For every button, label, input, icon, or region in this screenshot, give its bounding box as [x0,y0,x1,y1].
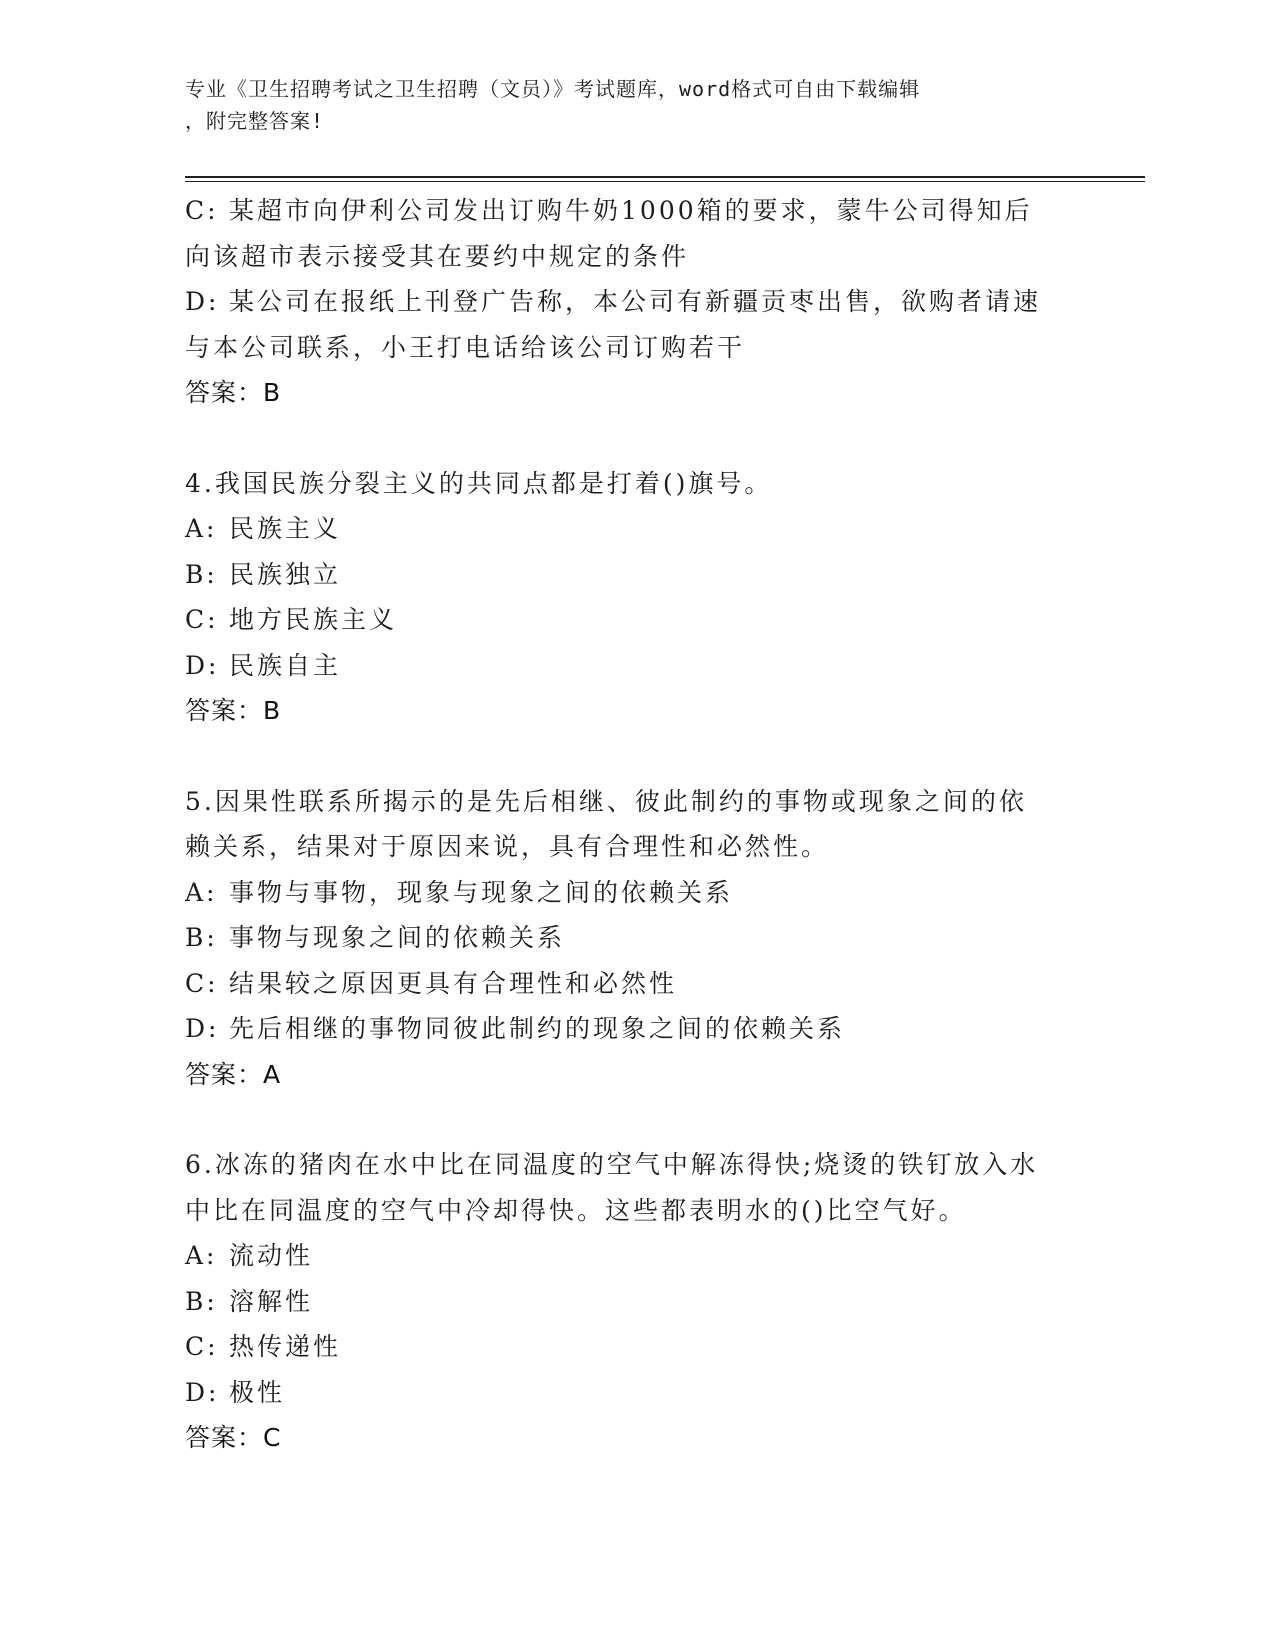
option-c [185,597,1085,643]
option-text: 民族自主 [229,650,342,680]
document-header [185,73,1065,137]
option-text: 流动性 [229,1241,314,1270]
option-c [185,188,1085,234]
option-text: 极性 [229,1377,286,1407]
option-text: 民族主义 [229,514,342,543]
option-a [185,1233,1085,1279]
option-b [185,552,1085,598]
option-d [185,1370,1085,1416]
option-text: 事物与事物，现象与现象之间的依赖关系 [229,877,734,907]
option-a [185,506,1085,552]
question-stem: 5.因果性联系所揭示的是先后相继、彼此制约的事物或现象之间的依 [185,786,1027,816]
option-text: 事物与现象之间的依赖关系 [229,923,566,952]
question-content [185,188,1085,1461]
question-3-tail [185,188,1085,416]
option-label: B: [185,923,218,952]
option-label: B: [185,1286,218,1316]
option-label: A: [185,514,218,543]
option-label: C: [185,968,219,998]
option-label: A: [185,1241,218,1270]
option-c [185,961,1085,1007]
question-5 [185,779,1085,1098]
option-a [185,870,1085,916]
option-c [185,1324,1085,1370]
option-text: 溶解性 [229,1286,314,1316]
option-c-continued: 向该超市表示接受其在要约中规定的条件 [185,241,690,271]
option-label: D: [185,1377,220,1407]
question-6 [185,1142,1085,1461]
header-rule-thick [185,176,1145,178]
option-label: B: [185,559,218,589]
option-d [185,1006,1085,1052]
option-d [185,643,1085,689]
question-stem: 6.冰冻的猪肉在水中比在同温度的空气中解冻得快;烧烫的铁钉放入水 [185,1150,1039,1179]
option-b [185,1279,1085,1325]
option-text: 结果较之原因更具有合理性和必然性 [229,968,678,998]
answer-line: 答案：B [185,378,282,407]
option-d [185,279,1085,325]
option-label: A: [185,877,218,907]
option-text: 某公司在报纸上刊登广告称，本公司有新疆贡枣出售，欲购者请速 [229,287,1042,316]
option-label: C: [185,1332,219,1361]
question-stem: 4.我国民族分裂主义的共同点都是打着()旗号。 [185,468,773,498]
option-label: D: [185,1014,220,1043]
option-b [185,915,1085,961]
option-text: 民族独立 [229,559,342,589]
option-label: D: [185,287,220,316]
question-4 [185,461,1085,734]
header-line-2: ，附完整答案! [185,109,325,133]
option-text: 先后相继的事物同彼此制约的现象之间的依赖关系 [229,1014,846,1043]
answer-line: 答案：A [185,1059,282,1089]
answer-line: 答案：B [185,696,282,725]
option-text: 地方民族主义 [229,605,398,634]
answer-line: 答案：C [185,1423,282,1452]
question-stem-continued: 中比在同温度的空气中冷却得快。这些都表明水的()比空气好。 [185,1195,967,1225]
option-d-continued: 与本公司联系，小王打电话给该公司订购若干 [185,332,746,362]
option-label: C: [185,605,219,634]
header-line-1: 专业《卫生招聘考试之卫生招聘（文员）》考试题库，word格式可自由下载编辑 [185,77,921,101]
option-label: C: [185,196,219,225]
header-rule-thin [185,181,1145,182]
option-text: 热传递性 [229,1332,342,1361]
option-label: D: [185,650,220,680]
option-text: 某超市向伊利公司发出订购牛奶1000箱的要求，蒙牛公司得知后 [229,196,1033,225]
question-stem-continued: 赖关系，结果对于原因来说，具有合理性和必然性。 [185,832,830,861]
